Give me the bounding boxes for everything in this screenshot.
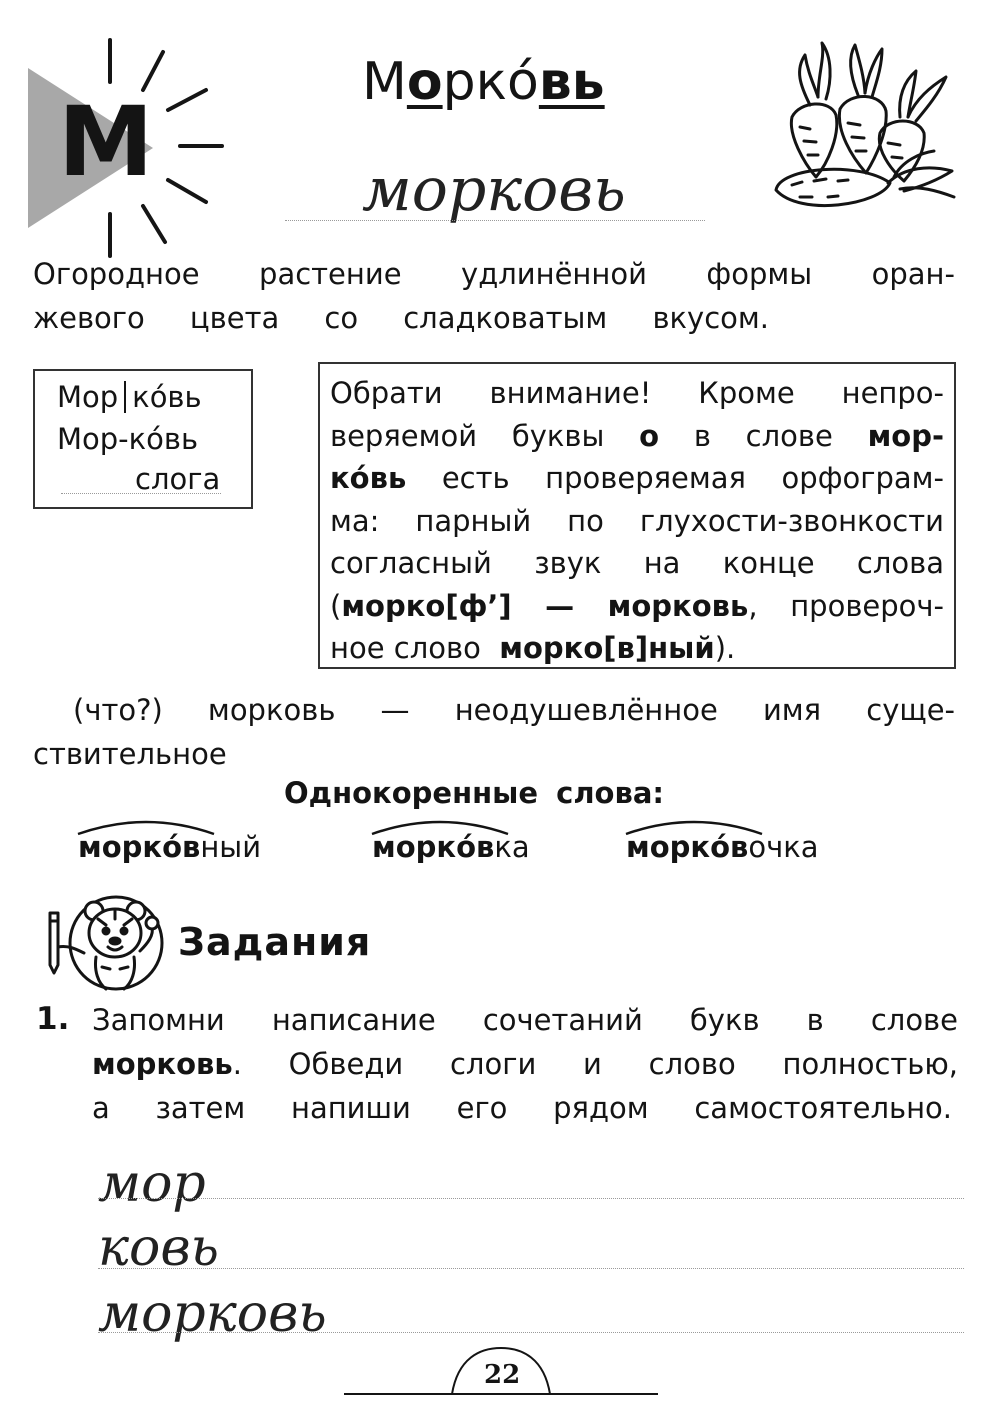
noun-info <box>33 688 955 776</box>
related-word-1: морко́вный <box>78 830 261 864</box>
note-line-2: веряемой буквы о в слове мор- <box>330 418 945 453</box>
note-line-1: Обрати внимание! Кроме непро- <box>330 376 944 410</box>
syllable-1: Мор <box>57 380 119 414</box>
practice-word: морковь <box>98 1284 327 1344</box>
big-letter: М <box>58 86 154 198</box>
tasks-heading: Задания <box>178 920 372 964</box>
root-arc-icon <box>370 816 510 836</box>
page-number: 22 <box>484 1360 521 1390</box>
writing-line <box>285 220 705 221</box>
note-line-4: ма: парный по глухости-звонкости <box>330 503 944 538</box>
task-line-2: морковь. Обведи слоги и слово полностью, <box>92 1047 958 1081</box>
tiger-mascot-icon <box>36 893 166 993</box>
task-line-3: а затем напиши его рядом самостоятельно. <box>92 1091 952 1125</box>
practice-syllable-1: мор <box>98 1154 206 1214</box>
letter-emblem <box>28 38 228 260</box>
root-arc-icon <box>76 816 216 836</box>
carrots-icon <box>770 35 960 220</box>
task-1-text <box>92 998 958 1130</box>
practice-line-2 <box>98 1268 964 1269</box>
syllable-divider <box>124 381 126 413</box>
related-word-3: морко́вочка <box>626 830 819 864</box>
task-line-1: Запомни написание сочетаний букв в слове <box>92 1003 958 1037</box>
attention-note <box>318 362 956 669</box>
related-words-heading: Однокоренные слова: <box>284 776 665 810</box>
related-word-2: морко́вка <box>372 830 530 864</box>
page-title: Морко́вь <box>362 52 605 112</box>
note-line-3: ко́вь есть проверяемая орфограм- <box>330 461 944 495</box>
task-number: 1. <box>36 1001 70 1037</box>
definition-line-2: жевого цвета со сладковатым вкусом. <box>33 301 769 335</box>
note-line-6: (морко[ф’] — морковь, провероч- <box>330 588 944 623</box>
note-line-7: ное слово морко[в]ный). <box>330 631 736 665</box>
root-arc-icon <box>624 816 764 836</box>
syllables-box <box>33 369 253 509</box>
noun-info-line-2: ствительное <box>33 737 227 771</box>
practice-line-1 <box>98 1198 964 1199</box>
syllables-label: слога <box>135 462 221 496</box>
syllable-2: ко́вь <box>132 380 202 414</box>
definition-line-1: Огородное растение удлинённой формы оран- <box>33 257 955 291</box>
note-line-5: согласный звук на конце слова <box>330 546 944 580</box>
practice-syllable-2: ковь <box>98 1218 219 1278</box>
practice-line-3 <box>98 1332 964 1333</box>
noun-info-line-1: (что?) морковь — неодушевлённое имя суще- <box>73 693 955 727</box>
handwritten-word: морковь <box>362 155 626 225</box>
syllable-hyphenation: Мор-ко́вь <box>57 422 199 456</box>
definition <box>33 252 955 340</box>
